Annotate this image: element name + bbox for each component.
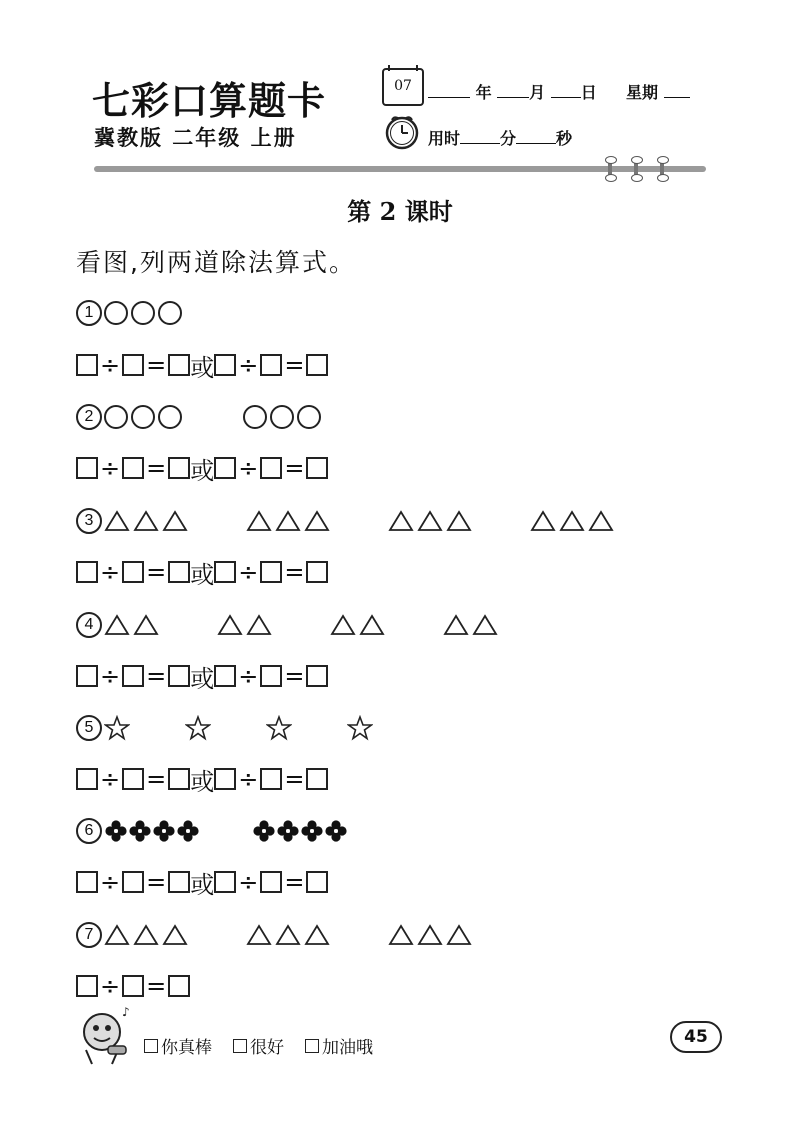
triangle-icon — [104, 614, 130, 636]
divide-sign: ÷ — [238, 454, 259, 482]
triangle-icon — [559, 510, 585, 532]
divide-sign: ÷ — [238, 558, 259, 586]
mascot-icon — [72, 1002, 134, 1068]
brand-title: 七彩口算题卡 — [92, 78, 327, 123]
dividend-box[interactable] — [76, 768, 98, 790]
second-label: 秒 — [556, 129, 573, 148]
quotient-box[interactable] — [306, 665, 328, 687]
divisor-box[interactable] — [260, 354, 282, 376]
divide-sign: ÷ — [100, 868, 121, 896]
edition-label: 冀教版 二年级 上册 — [94, 126, 297, 150]
problem-number: 5 — [76, 715, 102, 741]
shape-group — [104, 405, 185, 429]
divisor-box[interactable] — [122, 768, 144, 790]
shape-group — [530, 510, 617, 532]
or-label: 或 — [190, 560, 215, 589]
rating-keep-going[interactable] — [305, 1033, 373, 1058]
shape-group — [246, 510, 333, 532]
divide-sign: ÷ — [100, 765, 121, 793]
flower-icon — [252, 819, 276, 843]
weekday-blank[interactable] — [664, 83, 690, 98]
shape-groups — [104, 819, 348, 843]
divisor-box[interactable] — [260, 457, 282, 479]
divisor-box[interactable] — [122, 975, 144, 997]
date-fill-line — [428, 80, 690, 103]
page-number: 45 — [670, 1021, 722, 1053]
problem-number: 1 — [76, 300, 102, 326]
problem-figure-row — [76, 400, 324, 434]
triangle-icon — [472, 614, 498, 636]
quotient-box[interactable] — [168, 561, 190, 583]
dividend-box[interactable] — [214, 665, 236, 687]
shape-group — [330, 614, 388, 636]
shape-groups — [104, 614, 501, 636]
quotient-box[interactable] — [306, 871, 328, 893]
dividend-box[interactable] — [76, 561, 98, 583]
problem-number: 6 — [76, 818, 102, 844]
lesson-title: 第 2 课时 — [347, 197, 453, 226]
triangle-icon — [446, 510, 472, 532]
dividend-box[interactable] — [214, 871, 236, 893]
triangle-icon — [162, 510, 188, 532]
flower-icon — [104, 819, 128, 843]
dividend-box[interactable] — [214, 768, 236, 790]
divide-sign: ÷ — [100, 351, 121, 379]
circle-icon — [243, 405, 267, 429]
triangle-icon — [388, 510, 414, 532]
day-label: 日 — [580, 83, 597, 102]
day-blank[interactable] — [551, 83, 581, 98]
problem-figure-row — [76, 504, 617, 538]
dividend-box[interactable] — [76, 975, 98, 997]
month-blank[interactable] — [497, 83, 529, 98]
divide-sign: ÷ — [238, 662, 259, 690]
or-label: 或 — [190, 767, 215, 796]
minute-blank[interactable] — [460, 129, 500, 144]
equals-sign: = — [146, 558, 167, 586]
triangle-icon — [275, 924, 301, 946]
equals-sign: = — [146, 454, 167, 482]
divisor-box[interactable] — [122, 354, 144, 376]
shape-group — [104, 614, 162, 636]
or-label: 或 — [190, 456, 215, 485]
problem-number: 7 — [76, 922, 102, 948]
shape-group — [104, 510, 191, 532]
circle-icon — [158, 405, 182, 429]
equation-row — [76, 348, 328, 382]
triangle-icon — [217, 614, 243, 636]
star-icon — [185, 715, 211, 741]
shape-groups — [104, 301, 185, 325]
quotient-box[interactable] — [168, 871, 190, 893]
triangle-icon — [104, 510, 130, 532]
triangle-icon — [417, 510, 443, 532]
quotient-box[interactable] — [306, 457, 328, 479]
year-label: 年 — [475, 83, 492, 102]
problem-figure-row — [76, 608, 501, 642]
shape-groups — [104, 405, 324, 429]
svg-text:♪: ♪ — [122, 1005, 130, 1019]
clock-icon — [384, 114, 420, 150]
divide-sign: ÷ — [100, 972, 121, 1000]
shape-group — [104, 924, 191, 946]
divide-sign: ÷ — [100, 454, 121, 482]
quotient-box[interactable] — [306, 768, 328, 790]
equals-sign: = — [284, 558, 305, 586]
quotient-box[interactable] — [168, 354, 190, 376]
equals-sign: = — [146, 972, 167, 1000]
quotient-box[interactable] — [306, 354, 328, 376]
triangle-icon — [133, 614, 159, 636]
shape-group — [243, 405, 324, 429]
triangle-icon — [133, 510, 159, 532]
triangle-icon — [530, 510, 556, 532]
equals-sign: = — [146, 765, 167, 793]
equals-sign: = — [284, 662, 305, 690]
or-label: 或 — [190, 353, 215, 382]
triangle-icon — [388, 924, 414, 946]
divide-sign: ÷ — [100, 558, 121, 586]
triangle-icon — [133, 924, 159, 946]
quotient-box[interactable] — [168, 768, 190, 790]
second-blank[interactable] — [516, 129, 556, 144]
dividend-box[interactable] — [76, 665, 98, 687]
triangle-icon — [246, 510, 272, 532]
equals-sign: = — [146, 868, 167, 896]
problem-figure-row — [76, 918, 475, 952]
problem-number: 2 — [76, 404, 102, 430]
dividend-box[interactable] — [214, 457, 236, 479]
time-fill-line — [428, 126, 572, 149]
rating-label: 很好 — [250, 1038, 284, 1058]
divide-sign: ÷ — [238, 868, 259, 896]
divisor-box[interactable] — [122, 561, 144, 583]
instruction-text: 看图,列两道除法算式。 — [76, 248, 356, 277]
quotient-box[interactable] — [168, 665, 190, 687]
circle-icon — [131, 405, 155, 429]
divisor-box[interactable] — [260, 871, 282, 893]
equation-row — [76, 762, 328, 796]
dividend-box[interactable] — [76, 457, 98, 479]
divide-sign: ÷ — [238, 765, 259, 793]
triangle-icon — [446, 924, 472, 946]
divisor-box[interactable] — [260, 768, 282, 790]
star-icon — [104, 715, 130, 741]
flower-icon — [176, 819, 200, 843]
triangle-icon — [162, 924, 188, 946]
divisor-box[interactable] — [122, 871, 144, 893]
circle-icon — [104, 405, 128, 429]
triangle-icon — [359, 614, 385, 636]
problem-figure-row — [76, 814, 348, 848]
dividend-box[interactable] — [214, 561, 236, 583]
divide-sign: ÷ — [238, 351, 259, 379]
rating-label: 你真棒 — [161, 1038, 212, 1058]
quotient-box[interactable] — [168, 457, 190, 479]
binder-clip-icon — [608, 158, 612, 180]
shape-group — [443, 614, 501, 636]
shape-group — [252, 819, 348, 843]
problem-number: 4 — [76, 612, 102, 638]
equals-sign: = — [284, 868, 305, 896]
triangle-icon — [275, 510, 301, 532]
equals-sign: = — [284, 351, 305, 379]
shape-group — [388, 510, 475, 532]
circle-icon — [131, 301, 155, 325]
rating-good[interactable] — [233, 1033, 284, 1058]
weekday-label: 星期 — [625, 83, 658, 102]
divisor-box[interactable] — [122, 457, 144, 479]
flower-icon — [300, 819, 324, 843]
shape-groups — [104, 924, 475, 946]
circle-icon — [297, 405, 321, 429]
rating-checkbox[interactable] — [305, 1039, 319, 1053]
or-label: 或 — [190, 664, 215, 693]
flower-icon — [324, 819, 348, 843]
triangle-icon — [417, 924, 443, 946]
triangle-icon — [246, 614, 272, 636]
problem-number: 3 — [76, 508, 102, 534]
rating-label: 加油哦 — [322, 1038, 373, 1058]
quotient-box[interactable] — [168, 975, 190, 997]
triangle-icon — [304, 924, 330, 946]
equation-row — [76, 969, 190, 1003]
equation-row — [76, 659, 328, 693]
flower-icon — [128, 819, 152, 843]
shape-group — [266, 715, 295, 741]
header-divider — [94, 166, 706, 172]
equals-sign: = — [146, 351, 167, 379]
or-label: 或 — [190, 870, 215, 899]
equation-row — [76, 865, 328, 899]
shape-groups — [104, 510, 617, 532]
star-icon — [266, 715, 292, 741]
circle-icon — [158, 301, 182, 325]
flower-icon — [152, 819, 176, 843]
triangle-icon — [246, 924, 272, 946]
dividend-box[interactable] — [76, 354, 98, 376]
binder-clip-icon — [634, 158, 638, 180]
time-used-label: 用时 — [428, 129, 461, 148]
shape-group — [185, 715, 214, 741]
equation-row — [76, 451, 328, 485]
shape-group — [347, 715, 376, 741]
shape-groups — [104, 715, 376, 741]
equals-sign: = — [284, 765, 305, 793]
divisor-box[interactable] — [260, 665, 282, 687]
problem-figure-row — [76, 296, 185, 330]
year-blank[interactable] — [428, 83, 470, 98]
dividend-box[interactable] — [214, 354, 236, 376]
equals-sign: = — [284, 454, 305, 482]
shape-group — [104, 819, 200, 843]
star-icon — [347, 715, 373, 741]
shape-group — [246, 924, 333, 946]
equals-sign: = — [146, 662, 167, 690]
divide-sign: ÷ — [100, 662, 121, 690]
shape-group — [104, 715, 133, 741]
shape-group — [388, 924, 475, 946]
problem-figure-row — [76, 711, 376, 745]
binder-clip-icon — [660, 158, 664, 180]
equation-row — [76, 555, 328, 589]
triangle-icon — [330, 614, 356, 636]
triangle-icon — [588, 510, 614, 532]
shape-group — [104, 301, 185, 325]
triangle-icon — [304, 510, 330, 532]
circle-icon — [104, 301, 128, 325]
triangle-icon — [443, 614, 469, 636]
dividend-box[interactable] — [76, 871, 98, 893]
minute-label: 分 — [500, 129, 517, 148]
rating-checkbox[interactable] — [144, 1039, 158, 1053]
circle-icon — [270, 405, 294, 429]
shape-group — [217, 614, 275, 636]
month-label: 月 — [529, 83, 546, 102]
triangle-icon — [104, 924, 130, 946]
rating-checkbox[interactable] — [233, 1039, 247, 1053]
quotient-box[interactable] — [306, 561, 328, 583]
rating-great[interactable] — [144, 1033, 212, 1058]
page-header — [0, 0, 800, 190]
calendar-icon: 07 — [382, 68, 424, 106]
flower-icon — [276, 819, 300, 843]
divisor-box[interactable] — [260, 561, 282, 583]
divisor-box[interactable] — [122, 665, 144, 687]
